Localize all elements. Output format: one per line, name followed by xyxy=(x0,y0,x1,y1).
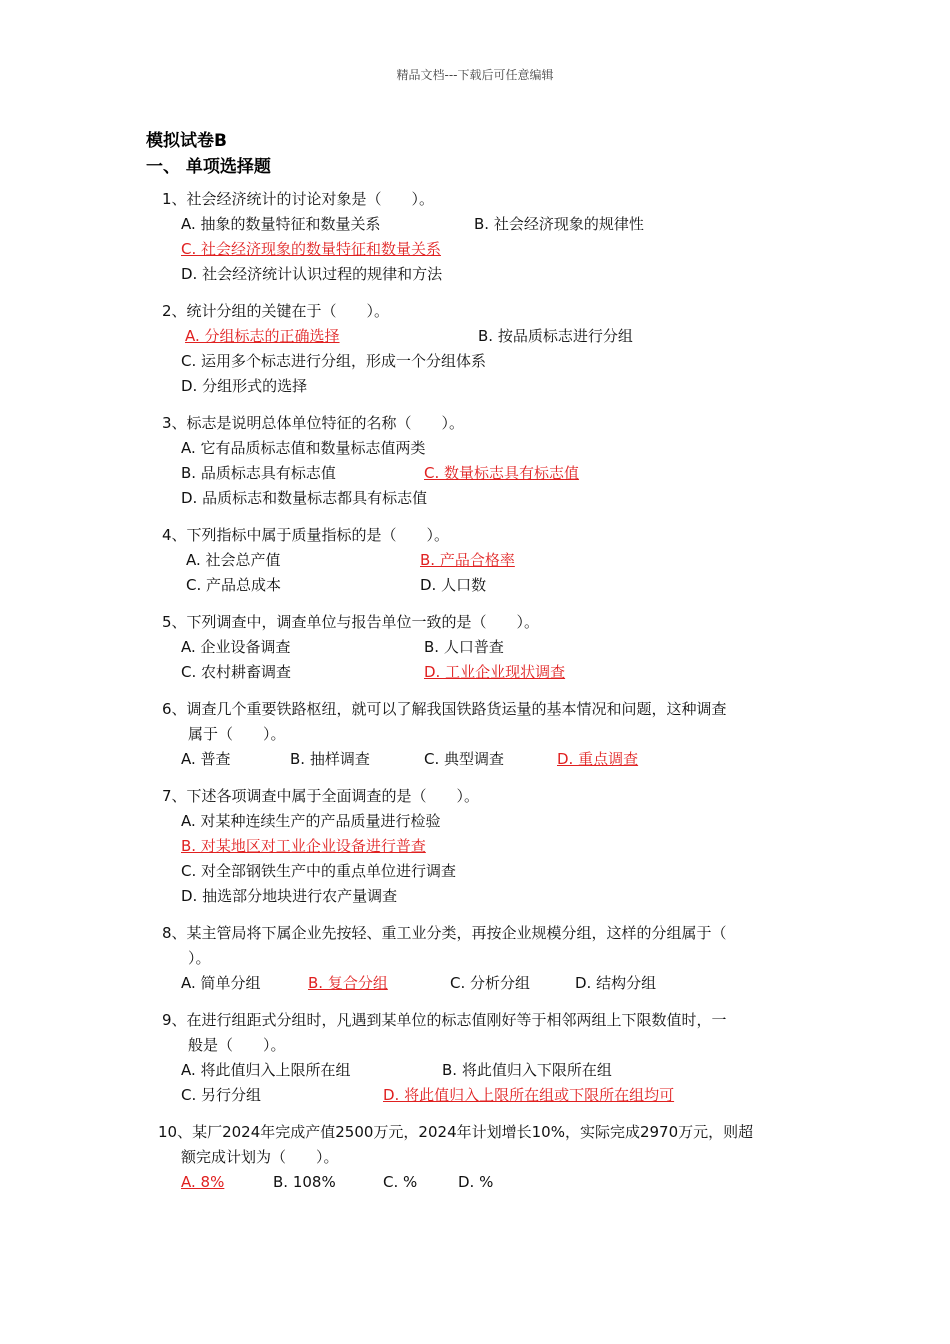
question-1-option-b: B. 社会经济现象的规律性 xyxy=(474,215,644,233)
question-7-option-b-answer: B. 对某地区对工业企业设备进行普查 xyxy=(181,837,426,855)
exam-title: 模拟试卷B xyxy=(146,131,227,151)
question-6-stem-line2: 属于（ ）。 xyxy=(188,725,286,743)
question-9-stem-line1: 9、在进行组距式分组时，凡遇到某单位的标志值刚好等于相邻两组上下限数值时，一 xyxy=(162,1011,727,1029)
question-2-option-b: B. 按品质标志进行分组 xyxy=(478,327,633,345)
question-10-option-c: C. % xyxy=(383,1173,418,1191)
question-6-option-d-answer: D. 重点调查 xyxy=(557,750,639,768)
question-9-option-a: A. 将此值归入上限所在组 xyxy=(181,1061,351,1079)
question-8-stem-line1: 8、某主管局将下属企业先按轻、重工业分类，再按企业规模分组，这样的分组属于（ xyxy=(162,924,727,942)
question-3-option-b: B. 品质标志具有标志值 xyxy=(181,464,336,482)
question-1-stem: 1、社会经济统计的讨论对象是（ ）。 xyxy=(162,190,435,208)
question-8-option-a: A. 简单分组 xyxy=(181,974,261,992)
question-8-option-c: C. 分析分组 xyxy=(450,974,531,992)
question-10-stem-line1: 10、某厂2024年完成产值2500万元，2024年计划增长10%，实际完成2970万元，则超 xyxy=(158,1123,754,1141)
question-2-option-a-answer: A. 分组标志的正确选择 xyxy=(185,327,340,345)
question-6-option-c: C. 典型调查 xyxy=(424,750,505,768)
question-2-option-c: C. 运用多个标志进行分组，形成一个分组体系 xyxy=(181,352,487,370)
question-8-option-d: D. 结构分组 xyxy=(575,974,657,992)
question-1-option-a: A. 抽象的数量特征和数量关系 xyxy=(181,215,381,233)
question-3-option-d: D. 品质标志和数量标志都具有标志值 xyxy=(181,489,428,507)
question-9-stem-line2: 般是（ ）。 xyxy=(188,1036,286,1054)
page-header: 精品文档---下载后可任意编辑 xyxy=(396,68,554,82)
question-6-stem-line1: 6、调查几个重要铁路枢纽，就可以了解我国铁路货运量的基本情况和问题，这种调查 xyxy=(162,700,727,718)
question-10-option-d: D. % xyxy=(458,1173,494,1191)
question-9-option-d-answer: D. 将此值归入上限所在组或下限所在组均可 xyxy=(383,1086,675,1104)
question-10-option-a-answer: A. 8% xyxy=(181,1173,225,1191)
question-4-option-c: C. 产品总成本 xyxy=(186,576,282,594)
question-8-stem-line2: ）。 xyxy=(188,949,211,967)
question-10-option-b: B. 108% xyxy=(273,1173,336,1191)
question-9-option-b: B. 将此值归入下限所在组 xyxy=(442,1061,612,1079)
question-7-option-a: A. 对某种连续生产的产品质量进行检验 xyxy=(181,812,441,830)
question-2-stem: 2、统计分组的关键在于（ ）。 xyxy=(162,302,390,320)
question-10-stem-line2: 额完成计划为（ ）。 xyxy=(181,1148,339,1166)
question-4-option-a: A. 社会总产值 xyxy=(186,551,281,569)
question-6-option-a: A. 普查 xyxy=(181,750,231,768)
question-8-option-b-answer: B. 复合分组 xyxy=(308,974,388,992)
question-5-option-c: C. 农村耕畜调查 xyxy=(181,663,292,681)
question-4-option-b-answer: B. 产品合格率 xyxy=(420,551,515,569)
question-5-option-a: A. 企业设备调查 xyxy=(181,638,291,656)
question-7-option-c: C. 对全部钢铁生产中的重点单位进行调查 xyxy=(181,862,457,880)
question-3-stem: 3、标志是说明总体单位特征的名称（ ）。 xyxy=(162,414,465,432)
question-3-option-c-answer: C. 数量标志具有标志值 xyxy=(424,464,580,482)
question-5-option-d-answer: D. 工业企业现状调查 xyxy=(424,663,566,681)
question-6-option-b: B. 抽样调查 xyxy=(290,750,370,768)
question-1-option-c-answer: C. 社会经济现象的数量特征和数量关系 xyxy=(181,240,442,258)
section-title: 一、 单项选择题 xyxy=(146,157,271,177)
question-7-stem: 7、下述各项调查中属于全面调查的是（ ）。 xyxy=(162,787,480,805)
question-5-stem: 5、下列调查中，调查单位与报告单位一致的是（ ）。 xyxy=(162,613,540,631)
question-4-stem: 4、下列指标中属于质量指标的是（ ）。 xyxy=(162,526,450,544)
question-2-option-d: D. 分组形式的选择 xyxy=(181,377,308,395)
question-5-option-b: B. 人口普查 xyxy=(424,638,504,656)
question-9-option-c: C. 另行分组 xyxy=(181,1086,262,1104)
question-1-option-d: D. 社会经济统计认识过程的规律和方法 xyxy=(181,265,443,283)
question-7-option-d: D. 抽选部分地块进行农产量调查 xyxy=(181,887,398,905)
question-4-option-d: D. 人口数 xyxy=(420,576,487,594)
question-3-option-a: A. 它有品质标志值和数量标志值两类 xyxy=(181,439,426,457)
